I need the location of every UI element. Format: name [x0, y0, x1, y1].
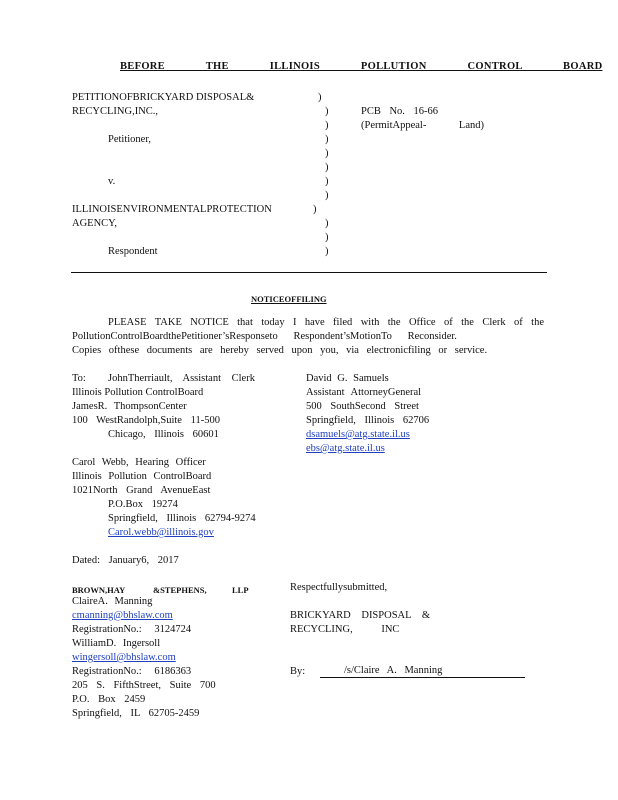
hearing-officer-board: Illinois Pollution ControlBoard [72, 471, 212, 482]
by-label: By: [290, 666, 306, 677]
electronic-signature: /s/Claire A. Manning [344, 665, 443, 676]
versus: v. [108, 176, 116, 187]
respectfully-submitted: Respectfullysubmitted, [290, 582, 388, 593]
petitioner-role: Petitioner, [108, 134, 152, 145]
attorney2-registration: RegistrationNo.: 6186363 [72, 666, 192, 677]
notice-paragraph-line2: PollutionControlBoardthePetitioner’sResponseto Respondent’sMotionTo Reconsider. [72, 331, 457, 342]
clerk-street: 100 WestRandolph,Suite 11-500 [72, 415, 220, 426]
agency-email-dsamuels[interactable]: dsamuels@atg.state.il.us [306, 429, 410, 440]
caption-paren: ) [313, 204, 317, 215]
firm-street: 205 S. FifthStreet, Suite 700 [72, 680, 216, 691]
hearing-officer-pobox: P.O.Box 19274 [108, 499, 178, 510]
respondent-name-line2: AGENCY, [72, 218, 118, 229]
petitioner-name-line2: RECYCLING,INC., [72, 106, 159, 117]
hearing-officer-name: Carol Webb, Hearing Officer [72, 457, 206, 468]
attorney1-email[interactable]: cmanning@bhslaw.com [72, 610, 173, 621]
dated-line: Dated: January6, 2017 [72, 555, 179, 566]
firm-name-part2: &STEPHENS, [153, 585, 207, 595]
attorney2-name: WilliamD. Ingersoll [72, 638, 161, 649]
attorney1-registration: RegistrationNo.: 3124724 [72, 624, 192, 635]
client-name-line1: BRICKYARD DISPOSAL & [290, 610, 430, 621]
firm-city: Springfield, IL 62705-2459 [72, 708, 200, 719]
notice-title: NOTICEOFFILING [251, 294, 327, 304]
attorney2-email[interactable]: wingersoll@bhslaw.com [72, 652, 176, 663]
caption-paren: ) [325, 176, 329, 187]
notice-paragraph-line1: PLEASE TAKE NOTICE that today I have filed with the Office of the Clerk of the [108, 317, 544, 328]
caption-paren: ) [325, 218, 329, 229]
agency-city: Springfield, Illinois 62706 [306, 415, 430, 426]
case-number: PCB No. 16-66 [361, 106, 439, 117]
to-label: To: [72, 373, 86, 384]
respondent-role: Respondent [108, 246, 158, 257]
caption-paren: ) [325, 134, 329, 145]
client-name-line2: RECYCLING, INC [290, 624, 400, 635]
firm-name-part3: LLP [232, 585, 249, 595]
hearing-officer-street: 1021North Grand AvenueEast [72, 485, 211, 496]
notice-paragraph-line3: Copies ofthese documents are hereby served upon you, via electronicfiling or service. [72, 345, 488, 356]
caption-paren: ) [325, 106, 329, 117]
agency-attorney-title: Assistant AttorneyGeneral [306, 387, 422, 398]
caption-paren: ) [325, 148, 329, 159]
agency-street: 500 SouthSecond Street [306, 401, 419, 412]
board-title: BEFORE THE ILLINOIS POLLUTION CONTROL BOARD [120, 61, 603, 72]
clerk-center: JamesR. ThompsonCenter [72, 401, 187, 412]
petitioner-name-line1: PETITIONOFBRICKYARD DISPOSAL& [72, 92, 255, 103]
hearing-officer-email[interactable]: Carol.webb@illinois.gov [108, 527, 214, 538]
clerk-city: Chicago, Illinois 60601 [108, 429, 219, 440]
caption-paren: ) [325, 190, 329, 201]
attorney1-name: ClaireA. Manning [72, 596, 153, 607]
agency-email-ebs[interactable]: ebs@atg.state.il.us [306, 443, 385, 454]
respondent-name-line1: ILLINOISENVIRONMENTALPROTECTION [72, 204, 272, 215]
caption-paren: ) [325, 162, 329, 173]
clerk-board: Illinois Pollution ControlBoard [72, 387, 204, 398]
caption-divider [71, 272, 547, 273]
caption-paren: ) [325, 120, 329, 131]
firm-name-part1: BROWN,HAY [72, 585, 126, 595]
caption-paren: ) [325, 246, 329, 257]
caption-paren: ) [318, 92, 322, 103]
firm-pobox: P.O. Box 2459 [72, 694, 146, 705]
caption-paren: ) [325, 232, 329, 243]
agency-attorney-name: David G. Samuels [306, 373, 389, 384]
clerk-name: JohnTherriault, Assistant Clerk [108, 373, 255, 384]
case-type: (PermitAppeal- Land) [361, 120, 485, 131]
hearing-officer-city: Springfield, Illinois 62794-9274 [108, 513, 256, 524]
